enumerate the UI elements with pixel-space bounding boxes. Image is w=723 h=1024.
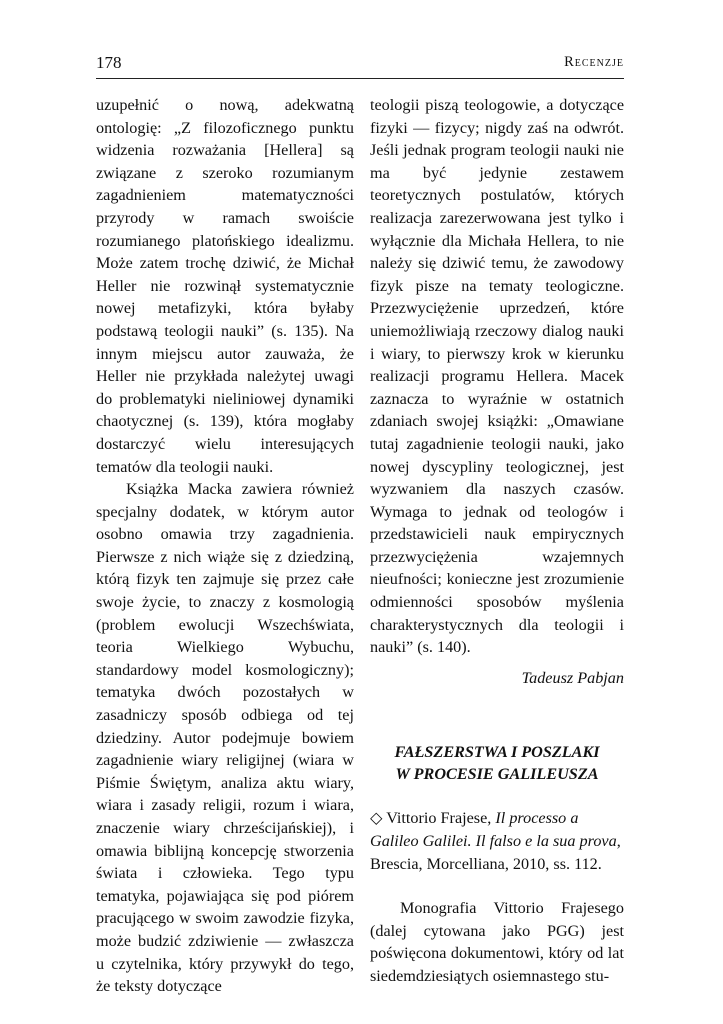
biblio-author: Vittorio Frajese, bbox=[386, 809, 492, 828]
section-title bbox=[370, 741, 624, 785]
left-paragraph-2: Książka Macka zawiera również specjalny dodatek, w którym autor osobno omawia trzy zagadnienia. Pierwsze z nich wiąże się z dziedziną, którą fizyk ten zajmuje się przez całe swoje życie, to znaczy z kosmologią (problem ewolucji Wszechświata, teoria Wielkiego Wybuchu, standardowy model kosmologiczny); tematyka dwóch pozostałych w zasadniczy sposób odbiega od tej dziedziny. Autor podejmuje bowiem zagadnienie wiary religijnej (wiara w Piśmie Świętym, analiza aktu wiary, wiara i zasady religii, rozum i wiara, znaczenie wiary chrześcijańskiej), i omawia biblijną koncepcję stworzenia świata i człowieka. Tego typu tematyka, pojawiająca się pod piórem pracującego w swoim zawodzie fizyka, może budzić zdziwienie — zwłaszcza u czytelnika, który przywykł do tego, że teksty dotyczące bbox=[96, 480, 354, 996]
left-column bbox=[96, 94, 354, 998]
section-title-line-2: W PROCESIE GALILEUSZA bbox=[395, 765, 599, 784]
right-paragraph-1: teologii piszą teologowie, a dotyczące fizyki — fizycy; nigdy zaś na odwrót. Jeśli jednak program teologii nauki nie ma być jedynie zestawem teoretycznych postulatów, których realizacja zarezerwowana jest tylko i wyłącznie dla Michała Hellera, to nie należy się dziwić temu, że zawodowy fizyk pisze na tematy teologiczne. Przezwyciężenie uprzedzeń, które uniemożliwiają rzeczowy dialog nauki i wiary, to pierwszy krok w kierunku realizacji programu Hellera. Macek zaznacza to wyraźnie w ostatnich zdaniach swojej książki: „Omawiane tutaj zagadnienie teologii nauki, jako nowej dyscypliny teologicznej, jest wyzwaniem dla naszych czasów. Wymaga to jednak od teologów i przedstawicieli nauk empirycznych przezwyciężenia wzajemnych nieufności; konieczne jest zrozumienie odmienności sposobów myślenia charakterystycznych dla teologii i nauki” (s. 140). bbox=[370, 96, 624, 657]
page-number: 178 bbox=[96, 53, 122, 72]
biblio-publication-details: , Brescia, Morcelliana, 2010, ss. 112. bbox=[370, 832, 621, 873]
diamond-marker-icon: ◇ bbox=[370, 809, 383, 828]
bibliographic-entry bbox=[370, 807, 624, 875]
biblio-book-title: Il processo a Galileo Galilei. Il falso e la sua prova bbox=[370, 809, 617, 851]
running-header bbox=[96, 52, 624, 79]
right-column bbox=[370, 94, 624, 988]
left-paragraph-1: uzupełnić o nową, adekwatną ontologię: „Z filozoficznego punktu widzenia rozważania [Hellera] są związane z szeroko rozumianym zagadnieniem matematyczności przyrody w ramach swoiście rozumianego platońskiego idealizmu. Może zatem trochę dziwić, że Michał Heller nie rozwinął systematycznie nowej metafizyki, która byłaby podstawą teologii nauki” (s. 135). Na innym miejscu autor zauważa, że Heller nie przykłada należytej uwagi do problematyki nieliniowej dynamiki chaotycznej (s. 139), która mogłaby dostarczyć wielu interesujących tematów dla teologii nauki. bbox=[96, 96, 354, 476]
review-signature: Tadeusz Pabjan bbox=[521, 668, 624, 687]
section-title-line-1: FAŁSZERSTWA I POSZLAKI bbox=[394, 743, 600, 762]
running-head-title: Recenzje bbox=[564, 54, 624, 70]
right-paragraph-2: Monografia Vittorio Frajesego (dalej cytowana jako PGG) jest poświęcona dokumentowi, który od lat siedemdziesiątych osiemnastego stu- bbox=[370, 899, 624, 985]
